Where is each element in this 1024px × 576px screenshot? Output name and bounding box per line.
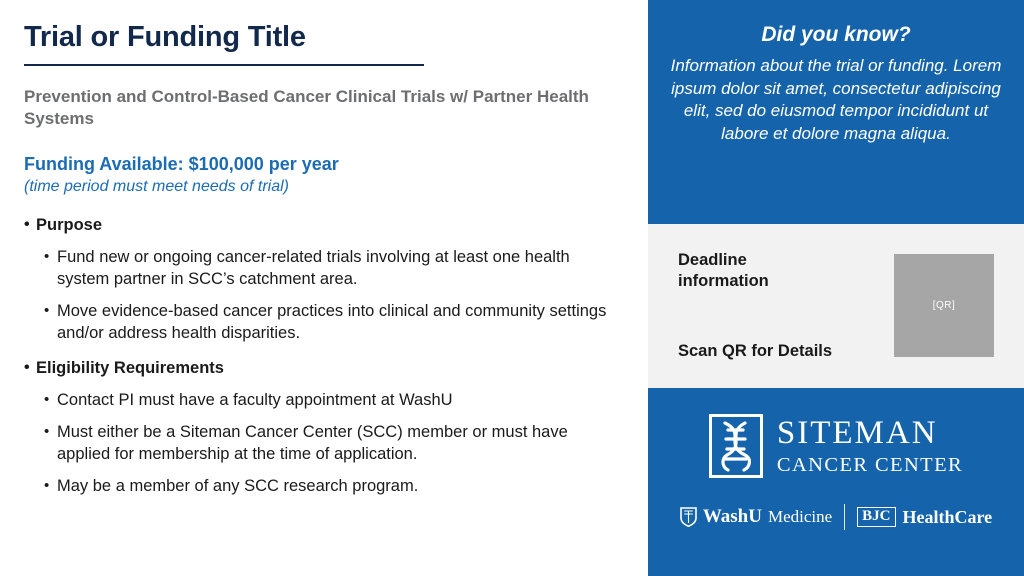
bullet-list <box>24 215 624 497</box>
siteman-name: SITEMAN <box>776 414 938 451</box>
list-item-text: Must either be a Siteman Cancer Center (SCC) member or must have applied for membership at the time of application. <box>57 422 568 463</box>
bullet-glyph: • <box>44 390 50 408</box>
list-item <box>44 247 624 291</box>
bullet-heading-eligibility <box>24 358 624 379</box>
list-item-text: Fund new or ongoing cancer-related trials involving at least one health system partner in SCC’s catchment area. <box>57 247 570 288</box>
washu-medicine-logo <box>680 506 832 528</box>
slide-subtitle: Prevention and Control-Based Cancer Clinical Trials w/ Partner Health Systems <box>24 86 589 129</box>
page-title: Trial or Funding Title <box>24 21 306 53</box>
bjc-name: HealthCare <box>902 506 993 527</box>
partner-logos <box>680 504 992 530</box>
siteman-wordmark <box>776 414 964 476</box>
bullet-heading-label: Purpose <box>36 216 103 235</box>
qr-code-image[interactable]: [QR] <box>894 254 994 357</box>
list-item <box>44 390 624 412</box>
logo-divider <box>844 504 845 530</box>
washu-name: WashU <box>702 506 762 527</box>
list-item-text: Contact PI must have a faculty appointment at WashU <box>57 390 453 409</box>
list-item <box>44 422 624 466</box>
bullet-glyph: • <box>44 422 50 440</box>
title-underline <box>24 64 424 66</box>
list-item-text: Move evidence-based cancer practices into clinical and community settings and/or address health disparities. <box>57 301 607 342</box>
bjc-healthcare-logo <box>857 507 992 528</box>
scan-qr-label: Scan QR for Details <box>678 341 833 360</box>
siteman-logo <box>709 414 963 478</box>
logo-panel <box>648 388 1024 576</box>
bullet-glyph: • <box>44 301 50 319</box>
list-item <box>44 301 624 345</box>
list-item <box>44 476 624 498</box>
deadline-information-label: Deadline information <box>678 251 769 291</box>
bullet-sublist-purpose <box>44 247 624 345</box>
deadline-panel <box>648 224 1024 388</box>
funding-note: (time period must meet needs of trial) <box>24 178 289 196</box>
did-you-know-body: Information about the trial or funding. Lorem ipsum dolor sit amet, consectetur adipiscing elit, sed do eiusmod tempor incididunt ut labore et dolore magna aliqua. <box>670 56 1002 144</box>
funding-amount: Funding Available: $100,000 per year <box>24 153 339 174</box>
siteman-dna-icon <box>709 414 763 478</box>
bullet-glyph: • <box>24 359 30 377</box>
bullet-glyph: • <box>44 247 50 265</box>
did-you-know-panel <box>648 0 1024 224</box>
list-item-text: May be a member of any SCC research program. <box>57 476 419 495</box>
deadline-texts <box>678 250 838 362</box>
bullet-sublist-eligibility <box>44 390 624 498</box>
shield-icon <box>680 507 697 527</box>
did-you-know-title: Did you know? <box>761 23 911 46</box>
siteman-tagline: CANCER CENTER <box>776 453 964 476</box>
bullet-heading-purpose <box>24 215 624 236</box>
washu-medicine-label: Medicine <box>767 507 833 526</box>
bullet-heading-label: Eligibility Requirements <box>36 359 224 378</box>
slide-sidebar <box>648 0 1024 576</box>
bjc-mark: BJC <box>857 507 895 528</box>
bullet-glyph: • <box>24 216 30 234</box>
bullet-glyph: • <box>44 476 50 494</box>
